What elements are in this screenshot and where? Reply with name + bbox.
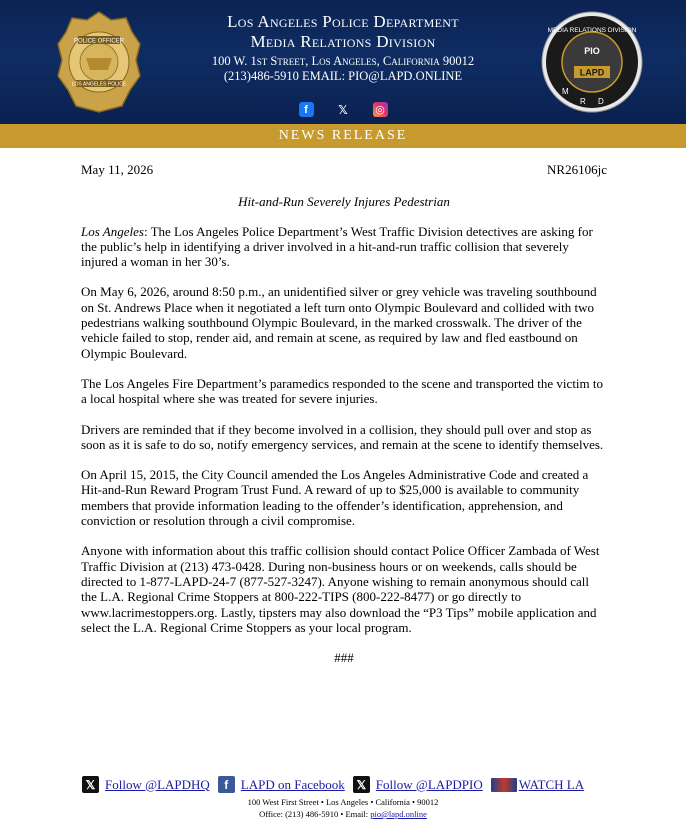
footer-link-label[interactable]: Follow @LAPDHQ [105, 776, 210, 792]
release-meta [81, 162, 607, 177]
svg-text:R: R [580, 97, 586, 106]
police-badge-icon [56, 10, 142, 114]
footer-link-label[interactable]: LAPD on Facebook [240, 776, 345, 792]
footer-link-facebook[interactable] [218, 776, 345, 793]
svg-text:M: M [562, 87, 569, 96]
lead-paragraph [81, 224, 607, 270]
paragraph-contact: Anyone with information about this traffic collision should contact Police Officer Zambada of West Traffic Division at (213) 473-0428. During non-business hours or on weekends, calls should be directed to 1-877-LAPD-24-7 (877-527-3247). Anyone wishing to remain anonymous should call the L.A. Regional Crime Stoppers at 800-222-TIPS (800-222-8477) or go directly to www.lacrimestoppers.org. Lastly, tipsters may also download the “P3 Tips” mobile application and select the L.A. Regional Crime Stoppers as your local program. [81, 543, 600, 635]
social-icons [150, 102, 536, 117]
footer-link-lapdhq[interactable] [82, 776, 210, 793]
svg-text:LOS ANGELES POLICE: LOS ANGELES POLICE [71, 81, 127, 88]
footer-links [82, 776, 602, 793]
end-mark: ### [334, 650, 354, 666]
paragraph-incident: On May 6, 2026, around 8:50 p.m., an unidentified silver or grey vehicle was traveling southbound on St. Andrews Place when it negotiated a left turn onto Olympic Boulevard and collided with two pedestrians walking southbound Olympic Boulevard, in the marked crosswalk. The driver of the vehicle failed to stop, render aid, and remain at scene, as required by law and fled eastbound on Olympic Boulevard. [81, 284, 597, 361]
footer-email-link[interactable]: pio@lapd.online [370, 809, 427, 819]
street-address: 100 W. 1st Street, Los Angeles, California 90012 [211, 54, 475, 68]
footer-address-block [0, 796, 686, 820]
letterhead-text [150, 12, 536, 117]
x-icon: 𝕏 [353, 776, 370, 793]
paragraph-paramedics: The Los Angeles Fire Department’s paramedics responded to the scene and transported the victim to a local hospital where she was treated for severe injuries. [81, 375, 604, 407]
footer-link-watch-la[interactable] [491, 777, 584, 793]
footer-link-label[interactable]: Follow @LAPDPIO [375, 776, 483, 792]
release-headline: Hit-and-Run Severely Injures Pedestrian [238, 194, 450, 210]
facebook-icon: f [218, 776, 235, 793]
release-date: May 11, 2026 [81, 162, 154, 177]
media-relations-seal-icon [540, 10, 644, 114]
paragraph-reminder: Drivers are reminded that if they become involved in a collision, they should pull over and stop as soon as it is safe to do so, notify emergency services, and remain at the scene to identify themselves. [81, 421, 604, 452]
facebook-icon[interactable]: f [299, 102, 314, 117]
letterhead [0, 0, 686, 124]
news-release-banner: NEWS RELEASE [0, 124, 686, 148]
lead-text: : The Los Angeles Police Department’s West Traffic Division detectives are asking for the public’s help in identifying a driver involved in a hit-and-run traffic collision that severely injured a woman in her 30’s. [81, 223, 593, 270]
footer-link-label[interactable]: WATCH LA [518, 776, 585, 792]
footer-address: 100 West First Street • Los Angeles • California • 90012 [247, 797, 439, 807]
paragraph-reward: On April 15, 2015, the City Council amended the Los Angeles Administrative Code and created a Hit-and-Run Reward Program Trust Fund. A reward of up to $25,000 is available to community members that provide information leading to the offender’s identification, apprehension, and conviction or resolution through a civil compromise. [81, 467, 589, 529]
svg-text:LAPD: LAPD [579, 67, 605, 78]
release-number: NR26106jc [547, 162, 607, 177]
instagram-icon[interactable]: ◎ [373, 102, 388, 117]
x-icon: 𝕏 [82, 776, 99, 793]
department-name: Los Angeles Police Department [227, 12, 459, 31]
release-body [81, 162, 607, 665]
footer-office [0, 808, 686, 820]
footer-office-label: Office: (213) 486-5910 • Email: [259, 809, 371, 819]
tv-icon [491, 778, 517, 792]
division-name: Media Relations Division [250, 32, 436, 51]
svg-text:MEDIA RELATIONS DIVISION: MEDIA RELATIONS DIVISION [547, 27, 637, 34]
footer-link-lapdpio[interactable] [353, 776, 483, 793]
lead-location: Los Angeles [81, 223, 144, 239]
svg-text:POLICE OFFICER: POLICE OFFICER [73, 38, 125, 45]
x-icon[interactable]: 𝕏 [338, 102, 348, 117]
svg-text:D: D [598, 97, 604, 106]
contact-line: (213)486-5910 EMAIL: PIO@LAPD.ONLINE [223, 69, 463, 83]
svg-text:PIO: PIO [584, 46, 600, 56]
